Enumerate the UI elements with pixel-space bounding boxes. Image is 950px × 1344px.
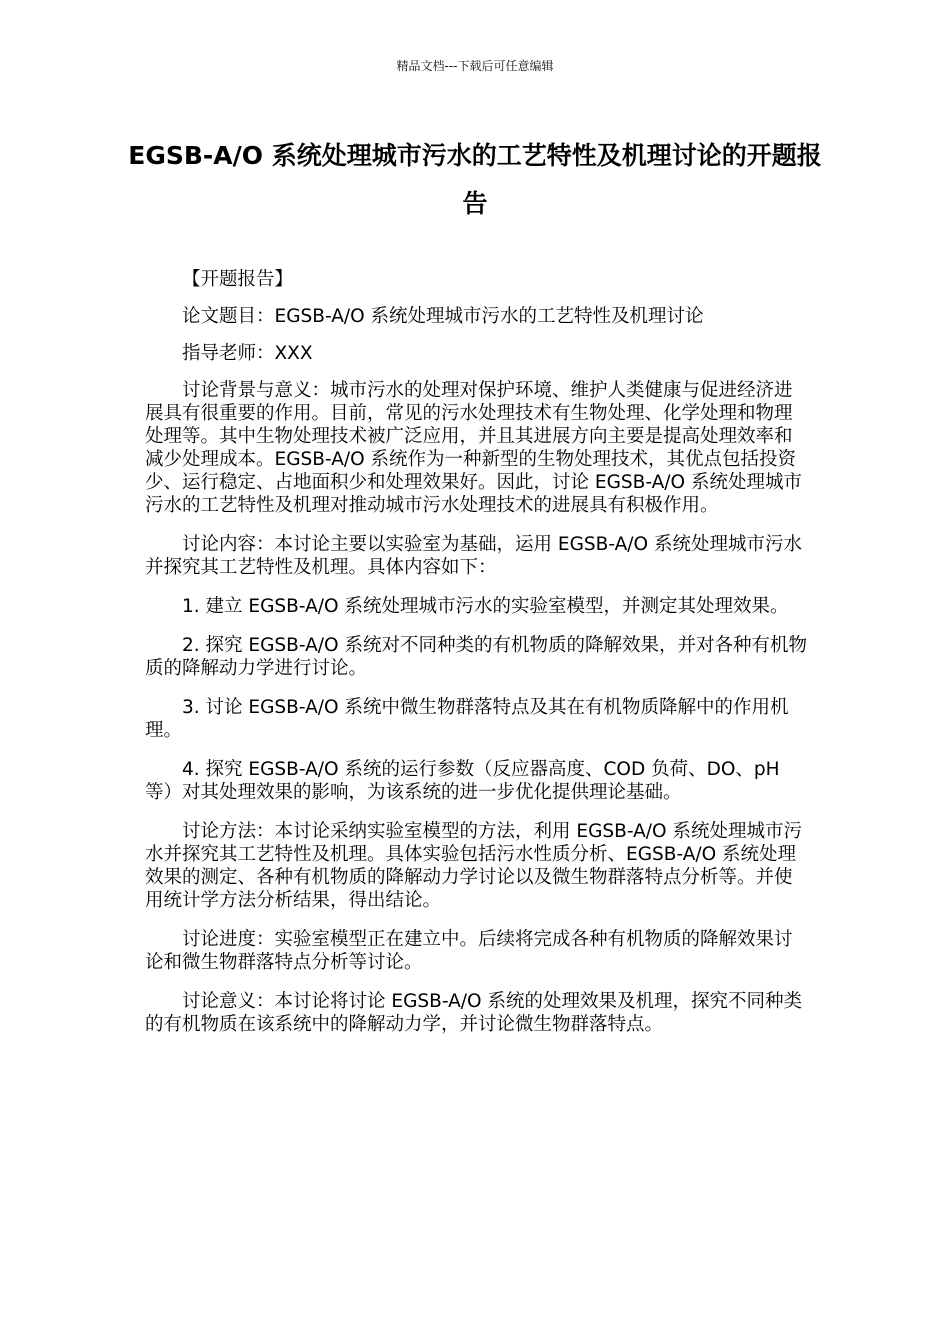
document-body (145, 268, 807, 1036)
document-title: EGSB-A/O 系统处理城市污水的工艺特性及机理讨论的开题报告 (128, 141, 822, 218)
content-item-2: 2. 探究 EGSB-A/O 系统对不同种类的有机物质的降解效果，并对各种有机物质的降解动力学进行讨论。 (145, 635, 807, 679)
content-item-1: 1. 建立 EGSB-A/O 系统处理城市污水的实验室模型，并测定其处理效果。 (182, 596, 789, 617)
section-label: 【开题报告】 (182, 269, 294, 290)
progress-paragraph: 讨论进度：实验室模型正在建立中。后续将完成各种有机物质的降解效果讨论和微生物群落特点分析等讨论。 (145, 929, 793, 973)
thesis-title-line: 论文题目：EGSB-A/O 系统处理城市污水的工艺特性及机理讨论 (182, 306, 704, 327)
method-paragraph: 讨论方法：本讨论采纳实验室模型的方法，利用 EGSB-A/O 系统处理城市污水并探究其工艺特性及机理。具体实验包括污水性质分析、EGSB-A/O 系统处理效果的测定、各种有机物质的降解动力学讨论以及微生物群落特点分析等。并使用统计学方法分析结果，得出结论。 (145, 821, 802, 911)
header-note: 精品文档---下载后可任意编辑 (396, 59, 554, 73)
content-paragraph: 讨论内容：本讨论主要以实验室为基础，运用 EGSB-A/O 系统处理城市污水并探究其工艺特性及机理。具体内容如下： (145, 534, 802, 578)
background-paragraph: 讨论背景与意义：城市污水的处理对保护环境、维护人类健康与促进经济进展具有很重要的作用。目前，常见的污水处理技术有生物处理、化学处理和物理处理等。其中生物处理技术被广泛应用，并且其进展方向主要是提高处理效率和减少处理成本。EGSB-A/O 系统作为一种新型的生物处理技术，其优点包括投资少、运行稳定、占地面积少和处理效果好。因此，讨论 EGSB-A/O 系统处理城市污水的工艺特性及机理对推动城市污水处理技术的进展具有积极作用。 (145, 380, 802, 516)
advisor-line: 指导老师：XXX (182, 343, 313, 364)
significance-paragraph: 讨论意义：本讨论将讨论 EGSB-A/O 系统的处理效果及机理，探究不同种类的有机物质在该系统中的降解动力学，并讨论微生物群落特点。 (145, 991, 802, 1035)
content-item-3: 3. 讨论 EGSB-A/O 系统中微生物群落特点及其在有机物质降解中的作用机理。 (145, 697, 789, 741)
content-item-4: 4. 探究 EGSB-A/O 系统的运行参数（反应器高度、COD 负荷、DO、pH 等）对其处理效果的影响，为该系统的进一步优化提供理论基础。 (145, 759, 780, 803)
